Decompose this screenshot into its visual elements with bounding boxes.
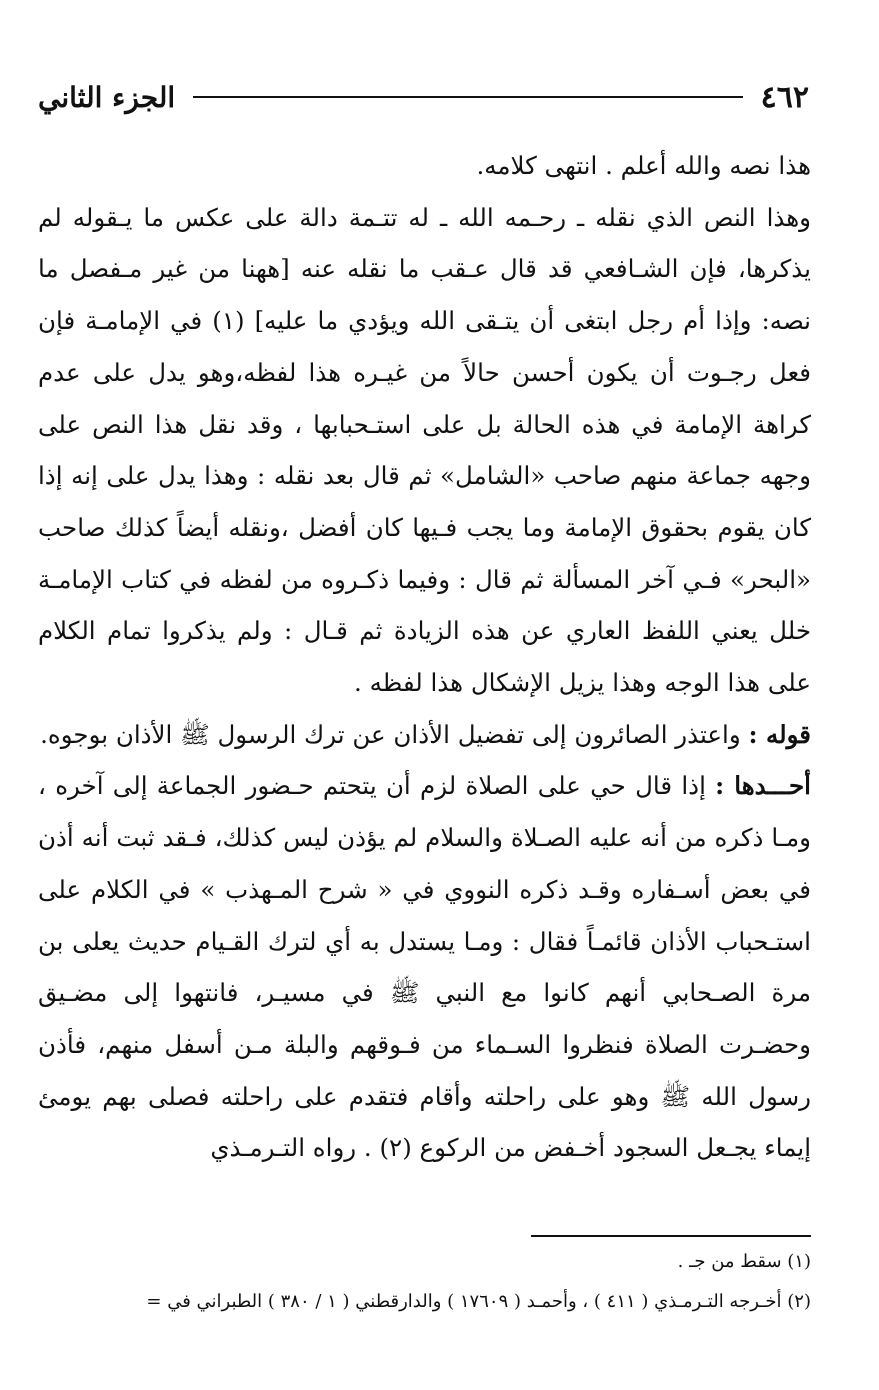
footnote: (١) سقط من جـ . <box>677 1251 811 1272</box>
paragraph <box>38 709 811 761</box>
footnotes <box>38 1242 811 1322</box>
page-number: ٤٦٢ <box>760 79 809 115</box>
header-rule <box>193 96 742 98</box>
paragraph-lead: قوله : <box>748 719 811 749</box>
paragraph-body: إذا قال حي على الصلاة لزم أن يتحتم حـضور الجماعة إلى آخره ، ومـا ذكره من أنه عليه الصـلاة والسلام لم يؤذن ليس كذلك، فـقد ثبت أنه أذن في بعض أسـفاره وقـد ذكره النووي في « شرح المـهذب » في الكلام على استـحباب الأذان قائمـاً فقال : ومـا يستدل به أي لترك القـيام حديث يعلى بن مرة الصـحابي أنهم كانوا مع النبي ﷺ في مسيـر، فانتهوا إلى مضـيق وحضـرت الصلاة فنظروا السـماء من فـوقهم والبلة مـن أسفل منهم، فأذن رسول الله ﷺ وهو على راحلته وأقام فتقدم على راحلته فصلى بهم يومئ إيماء يجـعل السجود أخـفض من الركوع (٢) . رواه التـرمـذي <box>38 771 811 1163</box>
paragraph-body: واعتذر الصائرون إلى تفضيل الأذان عن ترك الرسول ﷺ الأذان بوجوه. <box>40 719 749 749</box>
footnote-separator <box>531 1235 811 1237</box>
paragraph: هذا نصه والله أعلم . انتهى كلامه. <box>476 151 811 180</box>
part-title: الجزء الثاني <box>38 80 176 114</box>
page-header <box>38 74 809 120</box>
main-text <box>38 140 811 1174</box>
paragraph <box>38 760 811 1174</box>
paragraph-lead: أحـــدها : <box>715 771 811 801</box>
footnote: (٢) أخـرجه التـرمـذي ( ٤١١ ) ، وأحمـد ( ١٧٦٠٩ ) والدارقطني ( ١ / ٣٨٠ ) الطبراني في = <box>146 1291 811 1312</box>
paragraph: وهذا النص الذي نقله ـ رحـمه الله ـ له تتـمة دالة على عكس ما يـقوله لم يذكرها، فإن الشـافعي قد قال عـقب ما نقله عنه [ههنا من غير مـفصل ما نصه: وإذا أم رجل ابتغى أن يتـقى الله ويؤدي ما عليه] (١) في الإمامـة فإن فعل رجـوت أن يكون أحسن حالاً من غيـره هذا لفظه،وهو يدل على عدم كراهة الإمامة في هذه الحالة بل على استـحبابها ، وقد نقل هذا النص على وجهه جماعة منهم صاحب «الشامل» ثم قال بعد نقله : وهذا يدل على إنه إذا كان يقوم بحقوق الإمامة وما يجب فـيها كان أفضل ،ونقله أيضاً كذلك صاحب «البحر» فـي آخر المسألة ثم قال : وفيما ذكـروه من لفظه في كتاب الإمامـة خلل يعني اللفظ العاري عن هذه الزيادة ثم قـال : ولم يذكروا تمام الكلام على هذا الوجه وهذا يزيل الإشكال هذا لفظه . <box>38 202 812 698</box>
